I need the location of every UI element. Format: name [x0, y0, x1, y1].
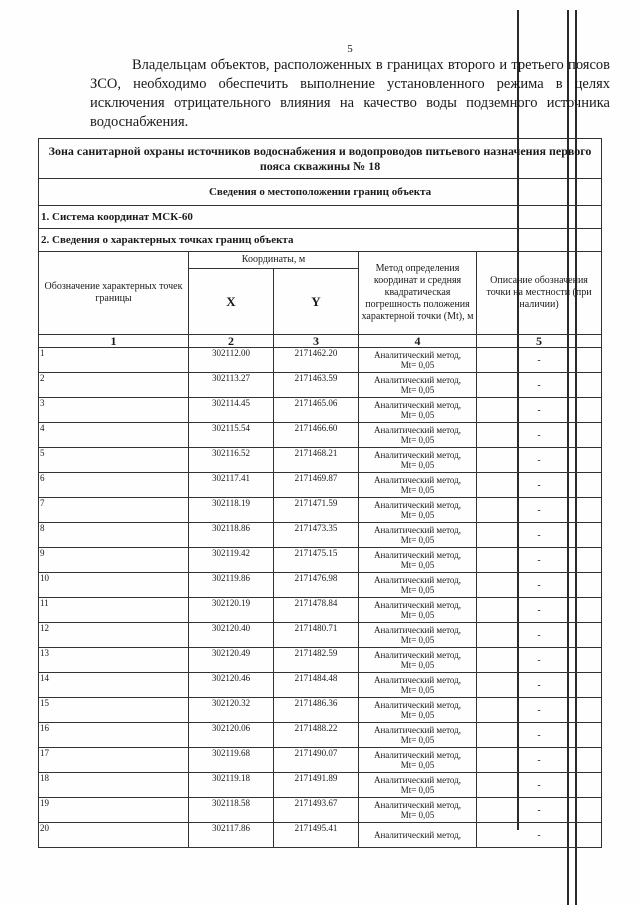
coord-y: 2171491.89 [274, 773, 359, 798]
method-accuracy: Мt= 0,05 [400, 760, 435, 770]
table-row [39, 473, 602, 498]
method-accuracy: Мt= 0,05 [400, 485, 435, 495]
col-number: 4 [359, 335, 477, 348]
method-text: Аналитический метод, [373, 500, 462, 510]
point-description: - [477, 773, 602, 798]
point-id: 13 [39, 648, 189, 673]
coord-y: 2171463.59 [274, 373, 359, 398]
coord-x: 302120.40 [189, 623, 274, 648]
method-cell [359, 548, 477, 573]
point-description: - [477, 423, 602, 448]
table-row [39, 523, 602, 548]
coord-x: 302120.46 [189, 673, 274, 698]
method-accuracy: Мt= 0,05 [400, 410, 435, 420]
point-id: 1 [39, 348, 189, 373]
intro-paragraph [90, 56, 610, 132]
coord-y: 2171482.59 [274, 648, 359, 673]
table-row [39, 648, 602, 673]
header-y: Y [274, 269, 359, 335]
zone-title: Зона санитарной охраны источников водоснабжения и водопроводов питьевого назначения первого пояса скважины № 18 [39, 139, 602, 179]
coord-x: 302120.49 [189, 648, 274, 673]
table-row [39, 623, 602, 648]
point-description: - [477, 598, 602, 623]
coord-x: 302120.19 [189, 598, 274, 623]
coord-y: 2171462.20 [274, 348, 359, 373]
point-description: - [477, 723, 602, 748]
method-text: Аналитический метод, [373, 575, 462, 585]
method-cell [359, 798, 477, 823]
method-text: Аналитический метод, [373, 525, 462, 535]
coord-y: 2171468.21 [274, 448, 359, 473]
header-coordinates: Координаты, м [189, 252, 359, 269]
method-accuracy: Мt= 0,05 [400, 360, 435, 370]
coord-x: 302118.19 [189, 498, 274, 523]
point-id: 15 [39, 698, 189, 723]
header-method: Метод определения координат и средняя квадратическая погрешность положения характерной точки (Мt), м [359, 252, 477, 335]
table-row [39, 673, 602, 698]
coord-x: 302113.27 [189, 373, 274, 398]
method-cell [359, 773, 477, 798]
coord-x: 302120.06 [189, 723, 274, 748]
coord-y: 2171488.22 [274, 723, 359, 748]
method-cell [359, 373, 477, 398]
point-id: 16 [39, 723, 189, 748]
table-row [39, 698, 602, 723]
point-id: 4 [39, 423, 189, 448]
point-description: - [477, 448, 602, 473]
method-accuracy: Мt= 0,05 [400, 535, 435, 545]
header-x: X [189, 269, 274, 335]
point-description: - [477, 523, 602, 548]
coord-x: 302119.68 [189, 748, 274, 773]
table-row [39, 498, 602, 523]
point-description: - [477, 548, 602, 573]
method-accuracy: Мt= 0,05 [400, 510, 435, 520]
point-description: - [477, 473, 602, 498]
method-accuracy: Мt= 0,05 [400, 710, 435, 720]
point-id: 11 [39, 598, 189, 623]
page-number: 5 [347, 43, 353, 55]
point-id: 20 [39, 823, 189, 848]
point-id: 10 [39, 573, 189, 598]
coord-y: 2171480.71 [274, 623, 359, 648]
point-description: - [477, 698, 602, 723]
method-accuracy: Мt= 0,05 [400, 685, 435, 695]
method-text: Аналитический метод, [373, 425, 462, 435]
points-section-label: 2. Сведения о характерных точках границ объекта [39, 229, 602, 252]
point-description: - [477, 623, 602, 648]
header-point-label: Обозначение характерных точек границы [39, 252, 189, 335]
coord-y: 2171475.15 [274, 548, 359, 573]
method-accuracy: Мt= 0,05 [400, 810, 435, 820]
method-text: Аналитический метод, [373, 650, 462, 660]
coord-x: 302116.52 [189, 448, 274, 473]
point-description: - [477, 823, 602, 848]
method-accuracy: Мt= 0,05 [400, 435, 435, 445]
table-row [39, 448, 602, 473]
point-id: 18 [39, 773, 189, 798]
method-text: Аналитический метод, [373, 750, 462, 760]
method-cell [359, 598, 477, 623]
method-accuracy: Мt= 0,05 [400, 385, 435, 395]
coord-y: 2171465.06 [274, 398, 359, 423]
table-row [39, 823, 602, 848]
coord-x: 302120.32 [189, 698, 274, 723]
coord-x: 302112.00 [189, 348, 274, 373]
intro-text: Владельцам объектов, расположенных в границах второго и третьего поясов ЗСО, необходимо обеспечить выполнение установленного режима в целях исключения отрицательного влияния на качество воды подземного источника водоснабжения. [90, 57, 610, 130]
table-row [39, 798, 602, 823]
coord-x: 302119.86 [189, 573, 274, 598]
coord-x: 302119.42 [189, 548, 274, 573]
col-number: 1 [39, 335, 189, 348]
method-text: Аналитический метод, [373, 625, 462, 635]
point-description: - [477, 573, 602, 598]
point-description: - [477, 798, 602, 823]
method-accuracy: Мt= 0,05 [400, 785, 435, 795]
point-description: - [477, 673, 602, 698]
method-cell [359, 523, 477, 548]
point-id: 7 [39, 498, 189, 523]
method-text: Аналитический метод, [373, 725, 462, 735]
coord-y: 2171484.48 [274, 673, 359, 698]
method-text: Аналитический метод, [373, 700, 462, 710]
method-accuracy: Мt= 0,05 [400, 610, 435, 620]
point-id: 8 [39, 523, 189, 548]
table-row [39, 398, 602, 423]
method-text: Аналитический метод, [373, 675, 462, 685]
coord-y: 2171471.59 [274, 498, 359, 523]
method-cell [359, 573, 477, 598]
method-cell [359, 648, 477, 673]
section-title: Сведения о местоположении границ объекта [39, 179, 602, 206]
coord-y: 2171495.41 [274, 823, 359, 848]
coord-y: 2171478.84 [274, 598, 359, 623]
col-number: 3 [274, 335, 359, 348]
coord-y: 2171486.36 [274, 698, 359, 723]
point-id: 14 [39, 673, 189, 698]
method-cell [359, 723, 477, 748]
point-id: 9 [39, 548, 189, 573]
method-cell [359, 448, 477, 473]
method-cell [359, 423, 477, 448]
point-description: - [477, 748, 602, 773]
point-description: - [477, 348, 602, 373]
method-cell [359, 398, 477, 423]
point-description: - [477, 398, 602, 423]
table-row [39, 773, 602, 798]
method-text: Аналитический метод, [373, 800, 462, 810]
coord-x: 302118.58 [189, 798, 274, 823]
coord-x: 302118.86 [189, 523, 274, 548]
header-description: Описание обозначения точки на местности (при наличии) [477, 252, 602, 335]
method-text: Аналитический метод, [373, 375, 462, 385]
method-text: Аналитический метод, [373, 830, 462, 840]
table-row [39, 373, 602, 398]
method-cell [359, 623, 477, 648]
point-id: 3 [39, 398, 189, 423]
coord-x: 302114.45 [189, 398, 274, 423]
col-number: 5 [477, 335, 602, 348]
coord-y: 2171466.60 [274, 423, 359, 448]
point-description: - [477, 648, 602, 673]
method-accuracy: Мt= 0,05 [400, 560, 435, 570]
method-cell [359, 673, 477, 698]
point-id: 17 [39, 748, 189, 773]
coord-y: 2171493.67 [274, 798, 359, 823]
coord-y: 2171476.98 [274, 573, 359, 598]
method-text: Аналитический метод, [373, 600, 462, 610]
method-cell [359, 348, 477, 373]
table-row [39, 598, 602, 623]
boundary-points-table [38, 138, 602, 848]
method-text: Аналитический метод, [373, 775, 462, 785]
point-description: - [477, 498, 602, 523]
table-row [39, 723, 602, 748]
point-id: 12 [39, 623, 189, 648]
method-accuracy: Мt= 0,05 [400, 660, 435, 670]
table-row [39, 423, 602, 448]
coord-y: 2171469.87 [274, 473, 359, 498]
point-id: 19 [39, 798, 189, 823]
coord-x: 302117.86 [189, 823, 274, 848]
table-row [39, 573, 602, 598]
coord-x: 302119.18 [189, 773, 274, 798]
coord-x: 302117.41 [189, 473, 274, 498]
coordinate-system-label: 1. Система координат МСК-60 [39, 206, 602, 229]
method-text: Аналитический метод, [373, 550, 462, 560]
coord-y: 2171490.07 [274, 748, 359, 773]
point-description: - [477, 373, 602, 398]
table-row [39, 348, 602, 373]
table-row [39, 548, 602, 573]
method-text: Аналитический метод, [373, 400, 462, 410]
method-text: Аналитический метод, [373, 475, 462, 485]
method-accuracy: Мt= 0,05 [400, 585, 435, 595]
coord-y: 2171473.35 [274, 523, 359, 548]
point-id: 2 [39, 373, 189, 398]
coord-x: 302115.54 [189, 423, 274, 448]
method-text: Аналитический метод, [373, 450, 462, 460]
method-cell [359, 498, 477, 523]
method-cell [359, 473, 477, 498]
method-text: Аналитический метод, [373, 350, 462, 360]
method-cell [359, 823, 477, 848]
method-cell [359, 748, 477, 773]
col-number: 2 [189, 335, 274, 348]
point-id: 5 [39, 448, 189, 473]
table-row [39, 748, 602, 773]
method-accuracy: Мt= 0,05 [400, 635, 435, 645]
method-accuracy: Мt= 0,05 [400, 735, 435, 745]
point-id: 6 [39, 473, 189, 498]
method-cell [359, 698, 477, 723]
method-accuracy: Мt= 0,05 [400, 460, 435, 470]
